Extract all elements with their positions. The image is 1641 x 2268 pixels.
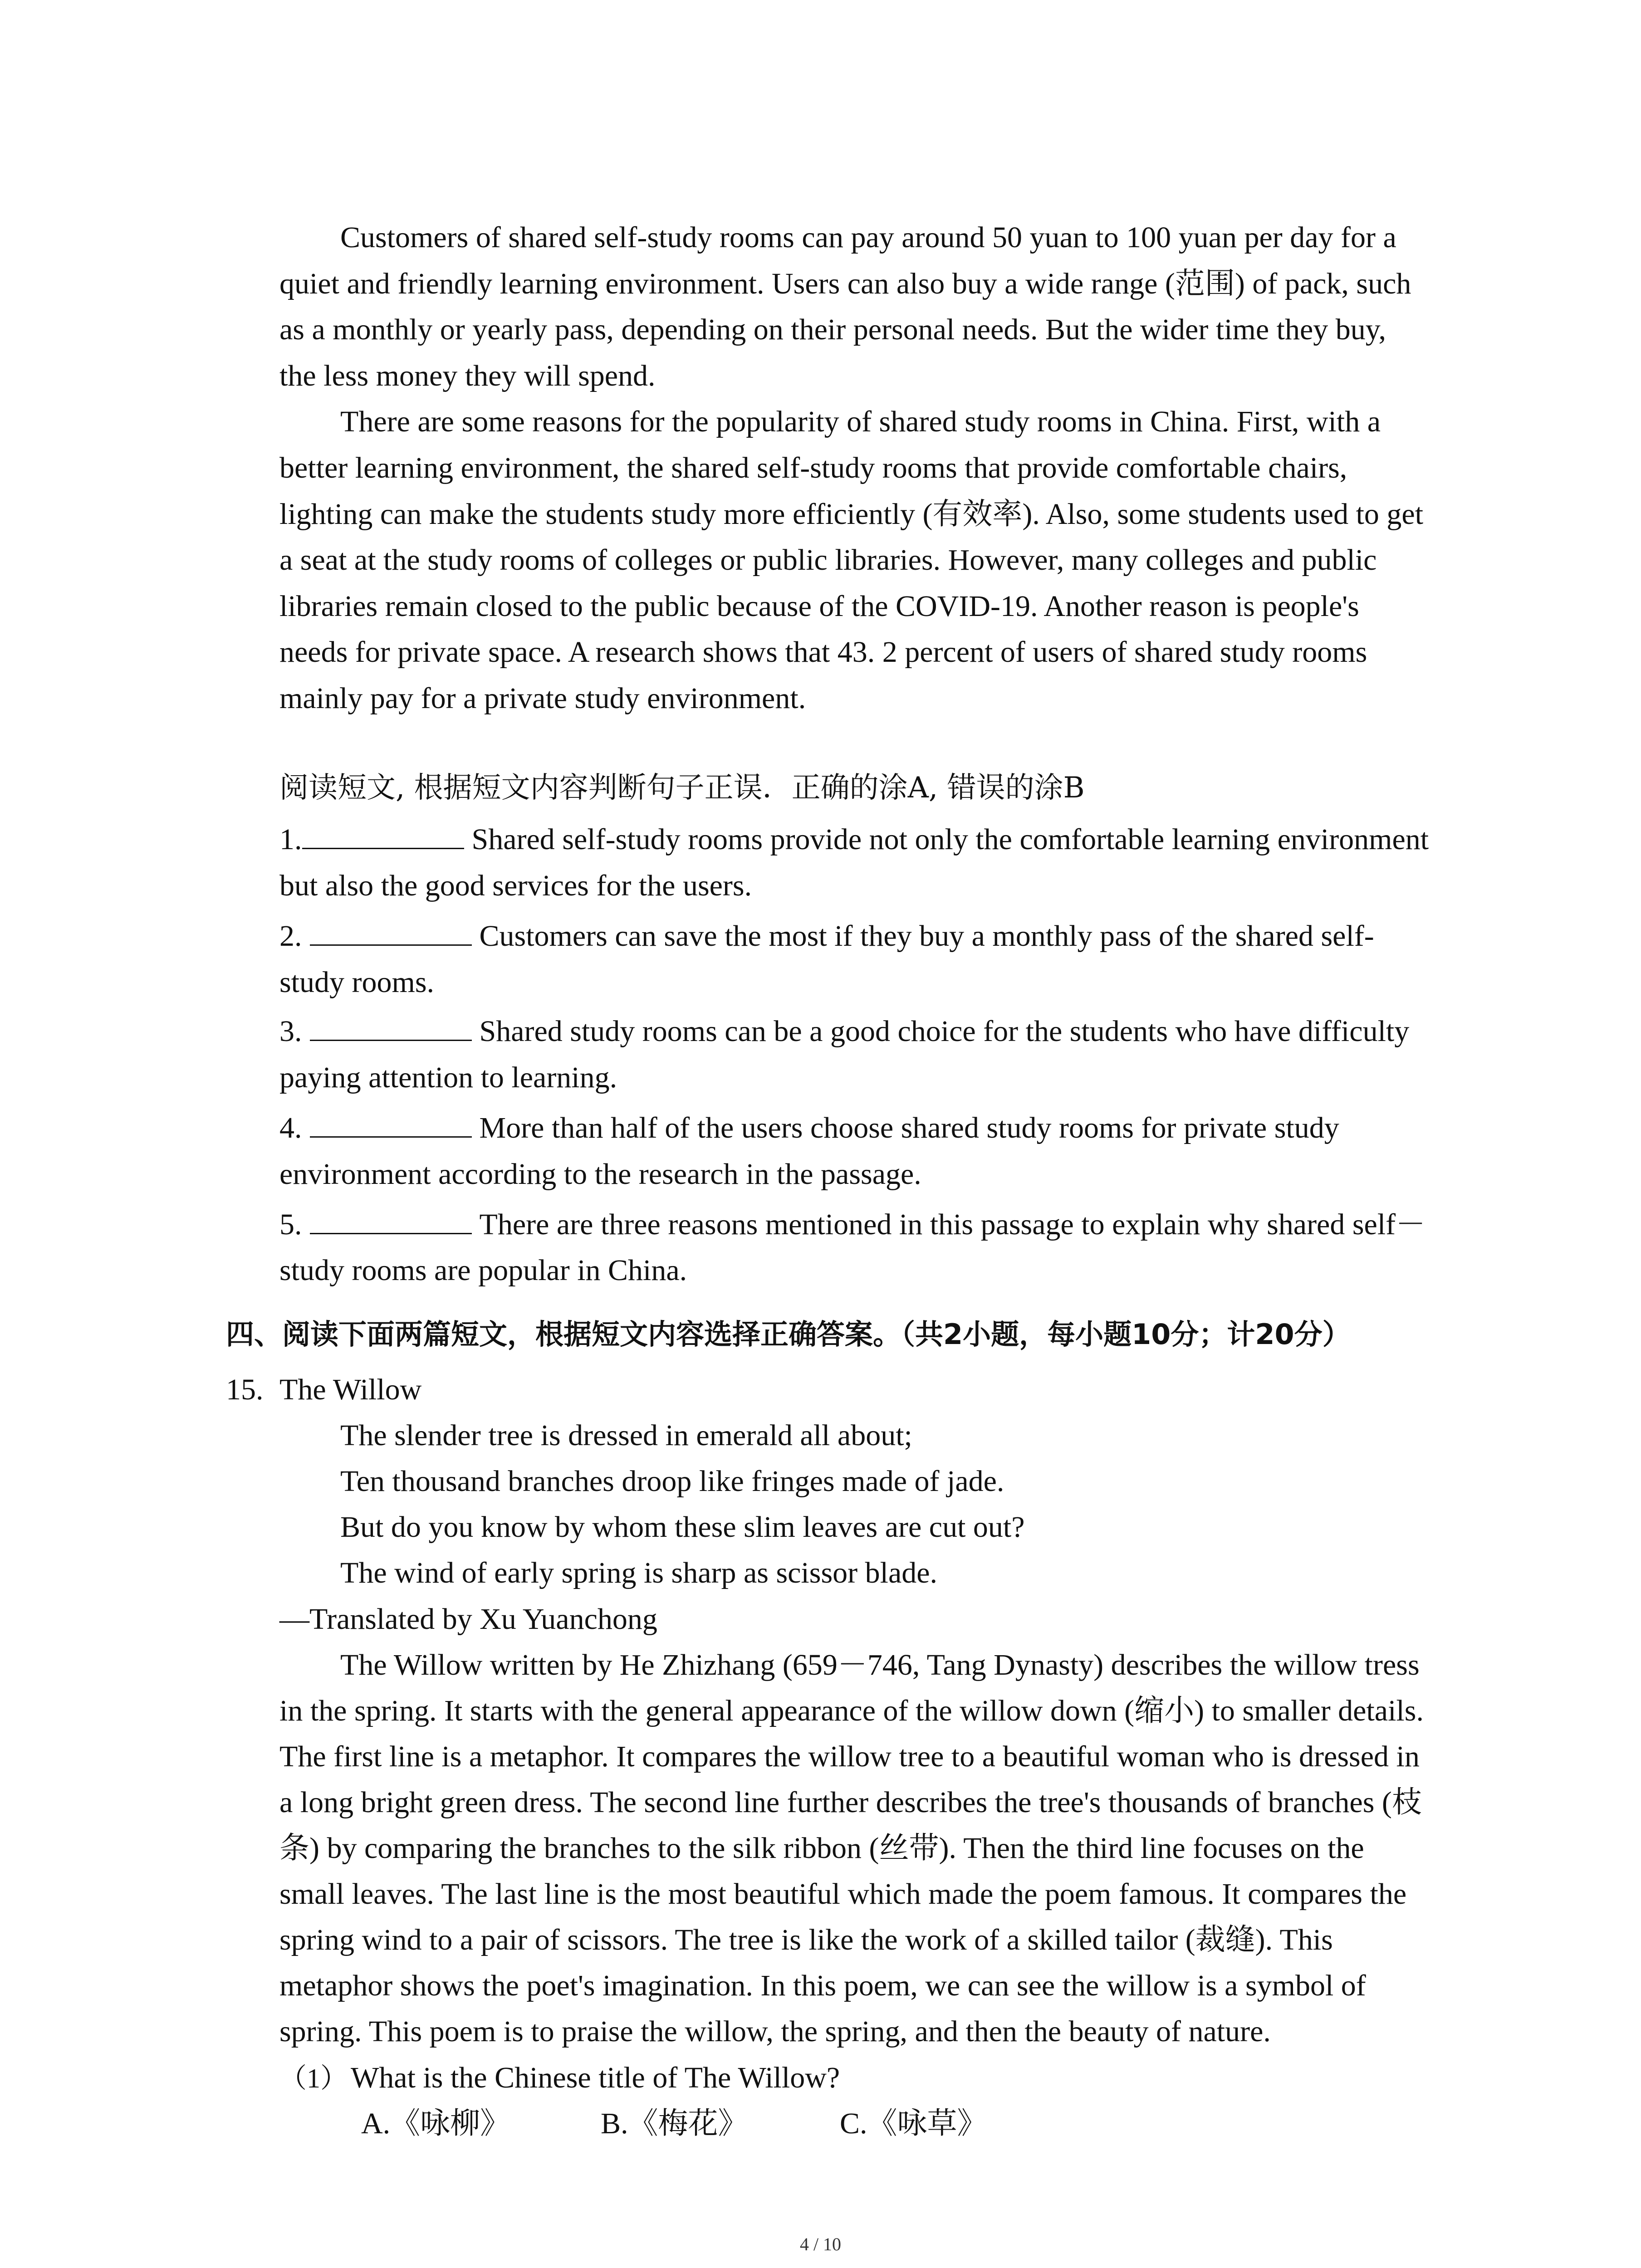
analysis-line: The first line is a metaphor. It compares the willow tree to a beautiful woman who is dressed in [279, 1740, 1420, 1773]
passage-line: needs for private space. A research shows that 43. 2 percent of users of shared study rooms [279, 635, 1367, 669]
page-number: 4 / 10 [799, 2234, 842, 2254]
passage-line: lighting can make the students study more efficiently (有效率). Also, some students used to get [279, 498, 1424, 531]
passage-line: a seat at the study rooms of colleges or public libraries. However, many colleges and public [279, 543, 1377, 577]
translator-credit: —Translated by Xu Yuanchong [279, 1603, 657, 1636]
analysis-line: spring. This poem is to praise the willow, the spring, and then the beauty of nature. [279, 2015, 1271, 2048]
poem-title: The Willow [279, 1373, 422, 1406]
poem-line: But do you know by whom these slim leaves are cut out? [340, 1510, 1025, 1544]
analysis-line: a long bright green dress. The second line further describes the tree's thousands of branches (枝 [279, 1786, 1422, 1819]
question-text-continued: paying attention to learning. [279, 1061, 617, 1094]
poem-line: Ten thousand branches droop like fringes made of jade. [340, 1465, 1004, 1498]
sub-question-1 [279, 2055, 840, 2101]
question-number: 2. [279, 919, 302, 953]
poem-line: The wind of early spring is sharp as scissor blade. [340, 1556, 938, 1589]
question-text-continued: but also the good services for the users. [279, 869, 752, 902]
true-false-question-4 [279, 1105, 1339, 1151]
option-c: C.《咏草》 [840, 2107, 987, 2140]
answer-blank [310, 1206, 472, 1234]
analysis-line: The Willow written by He Zhizhang (659－746, Tang Dynasty) describes the willow tress [340, 1648, 1420, 1681]
question-number: 15. [226, 1373, 264, 1406]
section-heading: 四、阅读下面两篇短文，根据短文内容选择正确答案。（共2小题，每小题10分；计20分） [226, 1318, 1351, 1351]
question-number: 1. [279, 823, 302, 856]
true-false-question-2 [279, 914, 1374, 959]
true-false-question-5 [279, 1202, 1425, 1247]
question-text: There are three reasons mentioned in this passage to explain why shared self－ [479, 1208, 1426, 1241]
analysis-line: spring wind to a pair of scissors. The tree is like the work of a skilled tailor (裁缝). This [279, 1923, 1333, 1956]
question-number: 3. [279, 1015, 302, 1048]
passage-line: better learning environment, the shared self-study rooms that provide comfortable chairs, [279, 451, 1347, 484]
sub-question-number: （1） [279, 2063, 348, 2093]
passage-line: mainly pay for a private study environment. [279, 682, 806, 715]
analysis-line: metaphor shows the poet's imagination. In this poem, we can see the willow is a symbol of [279, 1969, 1366, 2002]
question-text: Shared self-study rooms provide not only the comfortable learning environment [471, 823, 1429, 856]
question-number: 4. [279, 1111, 302, 1144]
option-a: A.《咏柳》 [361, 2107, 510, 2140]
analysis-line: small leaves. The last line is the most beautiful which made the poem famous. It compares the [279, 1877, 1407, 1911]
question-text-continued: study rooms are popular in China. [279, 1254, 687, 1287]
passage-line: the less money they will spend. [279, 359, 656, 392]
answer-blank [302, 821, 464, 849]
analysis-line: 条) by comparing the branches to the silk ribbon (丝带). Then the third line focuses on the [279, 1832, 1364, 1865]
answer-blank [310, 1012, 472, 1041]
question-text: More than half of the users choose shared study rooms for private study [479, 1111, 1339, 1144]
analysis-line: in the spring. It starts with the general appearance of the willow down (缩小) to smaller details. [279, 1694, 1424, 1727]
passage-line: quiet and friendly learning environment. Users can also buy a wide range (范围) of pack, such [279, 267, 1411, 300]
option-b: B.《梅花》 [601, 2107, 748, 2140]
passage-line: Customers of shared self-study rooms can pay around 50 yuan to 100 yuan per day for a [340, 221, 1396, 254]
question-text: Customers can save the most if they buy a monthly pass of the shared self- [479, 919, 1374, 953]
answer-blank [310, 1109, 472, 1138]
question-number: 5. [279, 1208, 302, 1241]
passage-line: There are some reasons for the popularity of shared study rooms in China. First, with a [340, 405, 1381, 438]
question-text: Shared study rooms can be a good choice for the students who have difficulty [479, 1015, 1410, 1048]
question-text-continued: study rooms. [279, 966, 435, 999]
passage-line: as a monthly or yearly pass, depending on their personal needs. But the wider time they buy, [279, 313, 1386, 346]
sub-question-prompt: What is the Chinese title of The Willow? [351, 2061, 840, 2094]
question-text-continued: environment according to the research in the passage. [279, 1158, 921, 1191]
answer-blank [310, 917, 472, 946]
poem-line: The slender tree is dressed in emerald all about; [340, 1419, 912, 1452]
true-false-question-3 [279, 1009, 1409, 1054]
true-false-question-1 [279, 817, 1429, 862]
question-15-title [226, 1367, 421, 1413]
true-false-instruction: 阅读短文, 根据短文内容判断句子正误．正确的涂A, 错误的涂B [279, 771, 1085, 805]
passage-line: libraries remain closed to the public because of the COVID-19. Another reason is people's [279, 590, 1359, 623]
